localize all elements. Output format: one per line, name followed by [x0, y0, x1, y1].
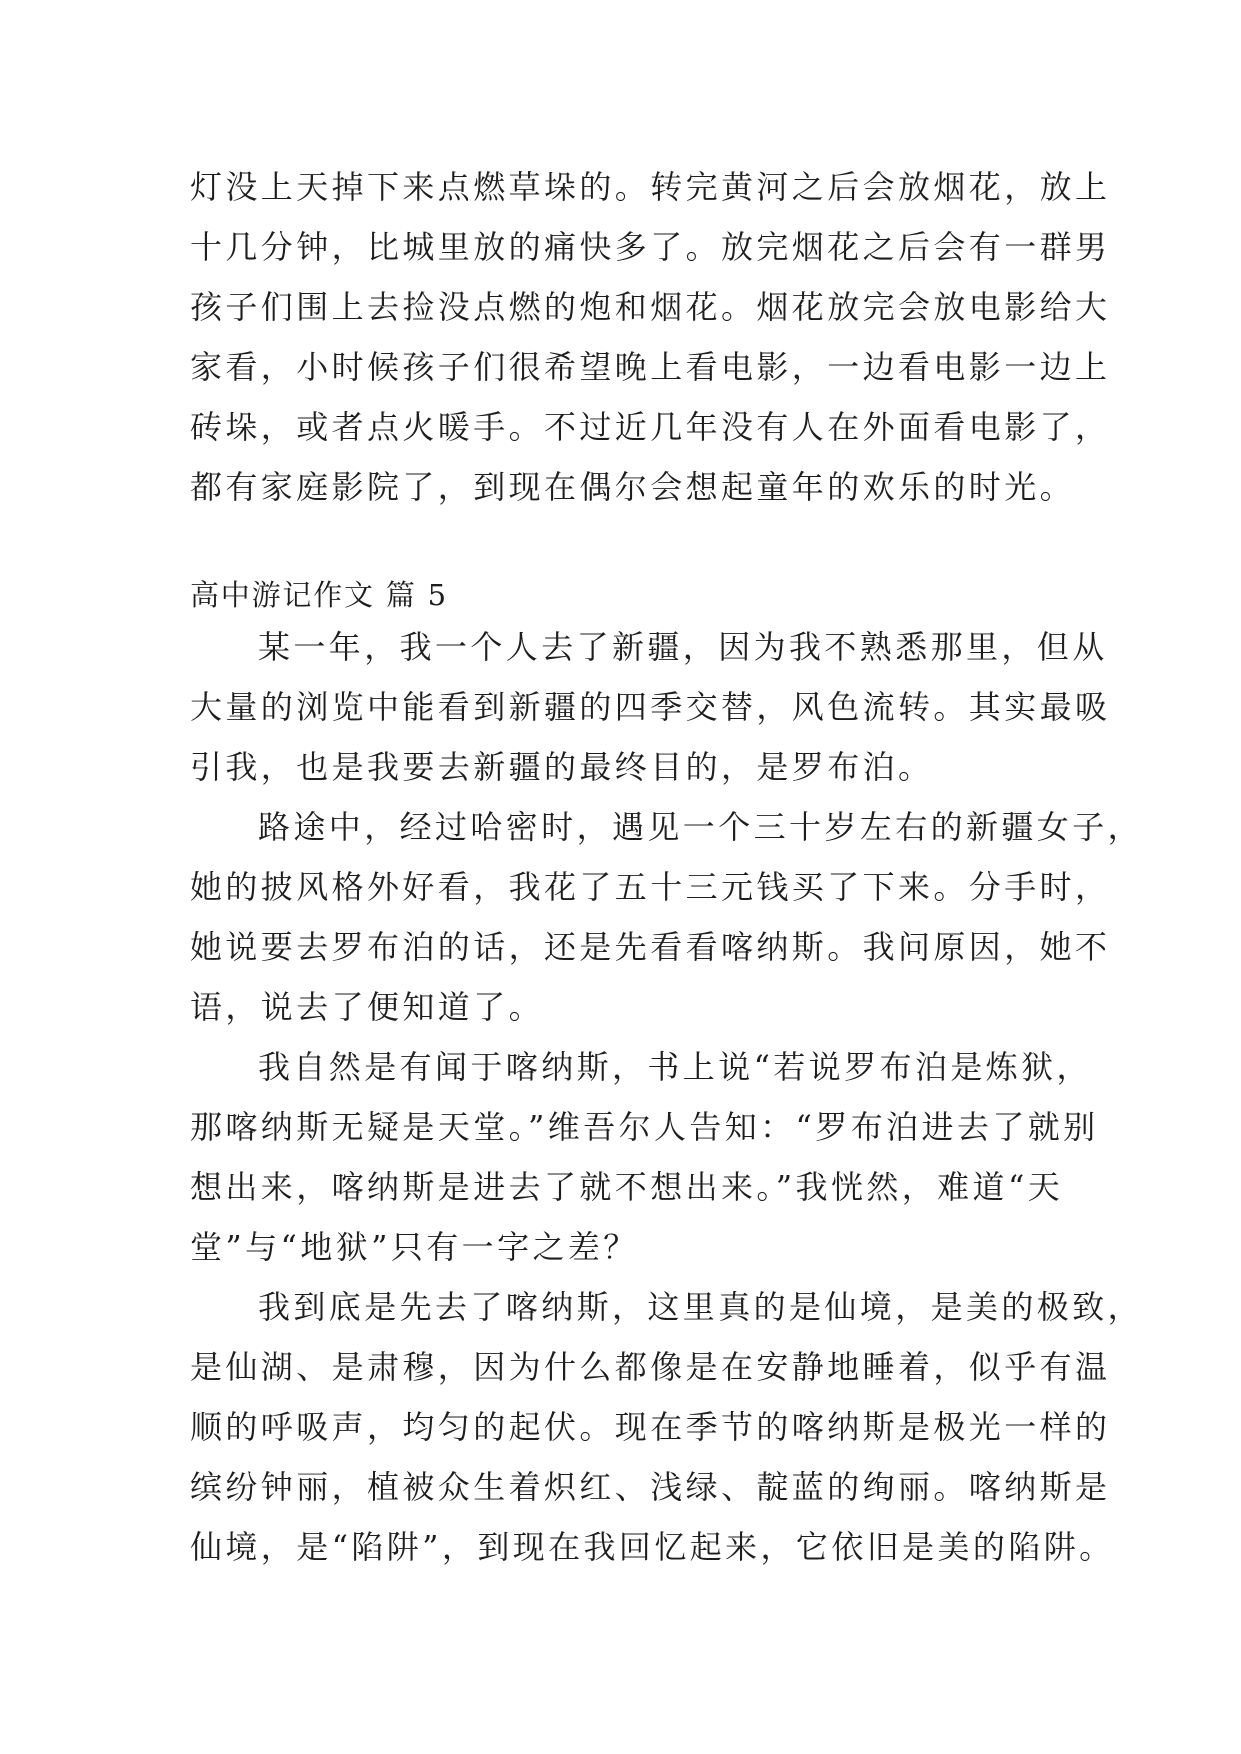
paragraph-line: 某一年，我一个人去了新疆，因为我不熟悉那里，但从: [258, 628, 1108, 666]
paragraph-line: 是仙湖、是肃穆，因为什么都像是在安静地睡着，似乎有温: [190, 1348, 1111, 1386]
paragraph-line: 我自然是有闻于喀纳斯，书上说“若说罗布泊是炼狱，: [258, 1048, 1092, 1086]
paragraph-line: 想出来，喀纳斯是进去了就不想出来。”我恍然，难道“天: [190, 1168, 1064, 1206]
paragraph-line: 顺的呼吸声，均匀的起伏。现在季节的喀纳斯是极光一样的: [190, 1408, 1111, 1446]
paragraph-line: 大量的浏览中能看到新疆的四季交替，风色流转。其实最吸: [190, 688, 1111, 726]
paragraph-line: 语，说去了便知道了。: [190, 988, 545, 1026]
paragraph-line: 缤纷钟丽，植被众生着炽红、浅绿、靛蓝的绚丽。喀纳斯是: [190, 1468, 1111, 1506]
paragraph-line: 仙境，是“陷阱”，到现在我回忆起来，它依旧是美的陷阱。: [190, 1528, 1115, 1566]
paragraph-line: 十几分钟，比城里放的痛快多了。放完烟花之后会有一群男: [190, 228, 1111, 266]
paragraph-line: 孩子们围上去捡没点燃的炮和烟花。烟花放完会放电影给大: [190, 288, 1111, 326]
paragraph-line: 路途中，经过哈密时，遇见一个三十岁左右的新疆女子，: [258, 808, 1144, 846]
paragraph-line: 我到底是先去了喀纳斯，这里真的是仙境，是美的极致，: [258, 1288, 1144, 1326]
paragraph-line: 那喀纳斯无疑是天堂。”维吾尔人告知：“罗布泊进去了就别: [190, 1108, 1099, 1146]
paragraph-line: 家看，小时候孩子们很希望晚上看电影，一边看电影一边上: [190, 348, 1111, 386]
paragraph-line: 引我，也是我要去新疆的最终目的，是罗布泊。: [190, 748, 934, 786]
paragraph-line: 她的披风格外好看，我花了五十三元钱买了下来。分手时，: [190, 868, 1111, 906]
paragraph-line: 都有家庭影院了，到现在偶尔会想起童年的欢乐的时光。: [190, 468, 1076, 506]
paragraph-line: 堂”与“地狱”只有一字之差？: [190, 1228, 639, 1266]
paragraph-line: 灯没上天掉下来点燃草垛的。转完黄河之后会放烟花，放上: [190, 168, 1111, 206]
section-heading: 高中游记作文 篇 5: [190, 578, 448, 612]
paragraph-line: 她说要去罗布泊的话，还是先看看喀纳斯。我问原因，她不: [190, 928, 1111, 966]
paragraph-line: 砖垛，或者点火暖手。不过近几年没有人在外面看电影了，: [190, 408, 1111, 446]
